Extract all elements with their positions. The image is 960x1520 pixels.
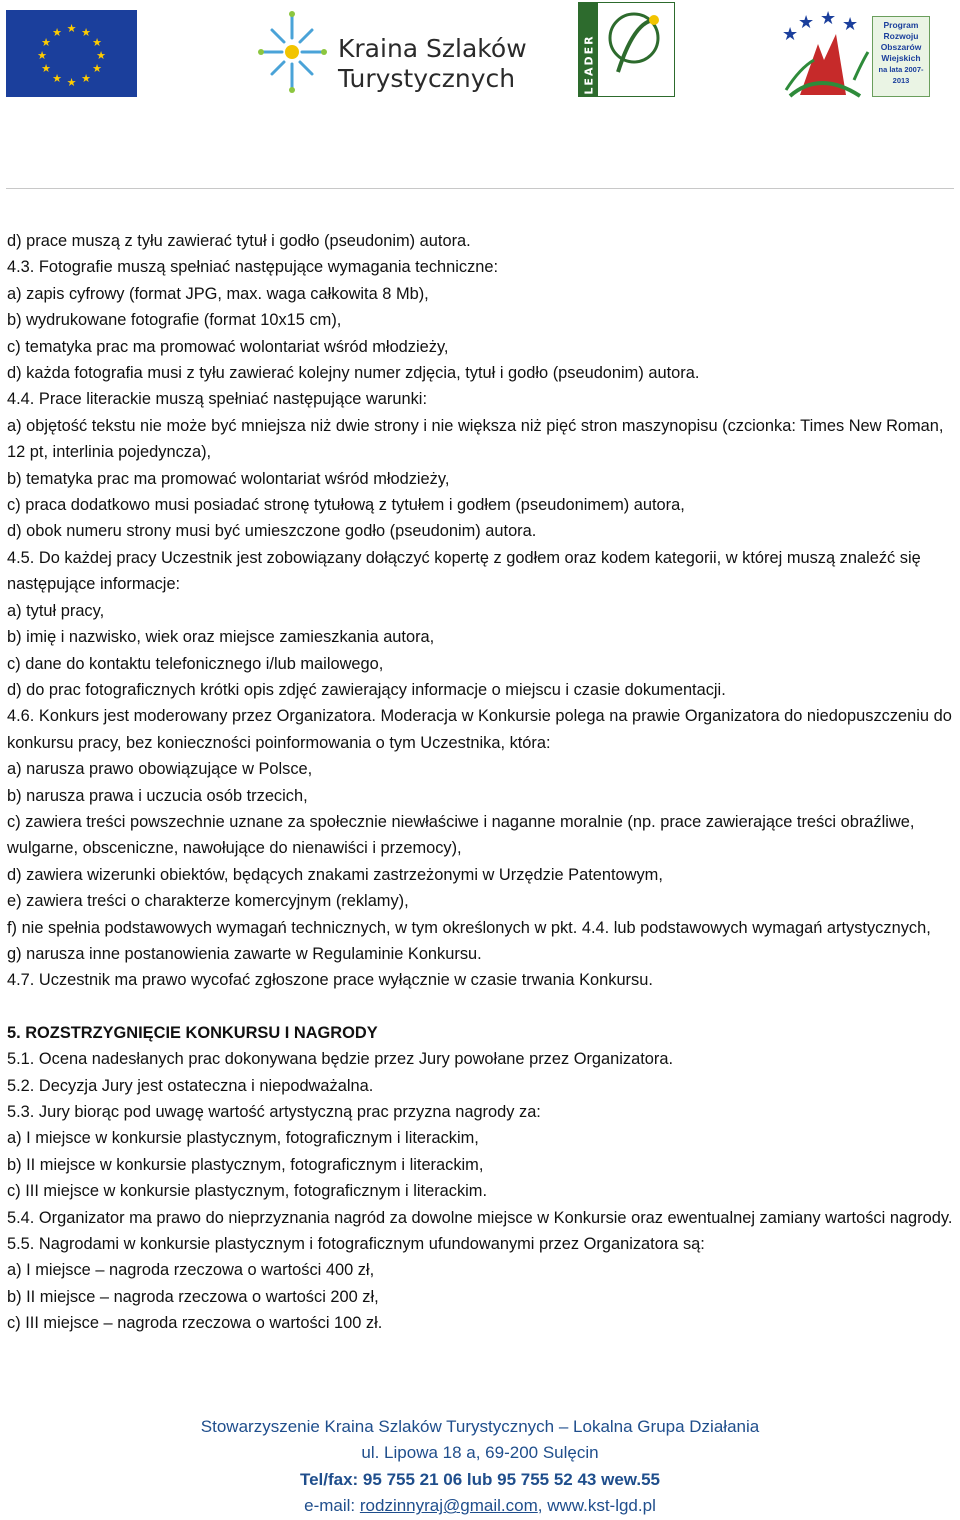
body-line: b) wydrukowane fotografie (format 10x15 cm), [7,311,342,330]
footer-contact [0,1493,960,1519]
body-line: b) imię i nazwisko, wiek oraz miejsce zamieszkania autora, [7,628,435,647]
footer-website[interactable]: www.kst-lgd.pl [547,1496,656,1516]
page-footer [0,1414,960,1520]
document-body [7,228,955,1337]
svg-text:★: ★ [41,62,51,75]
svg-text:★: ★ [52,26,62,39]
footer-phone: Tel/fax: 95 755 21 06 lub 95 755 52 43 wew.55 [299,1469,661,1489]
body-line: 5.3. Jury biorąc pod uwagę wartość artystyczną prac przyzna nagrody za: [7,1103,541,1121]
body-line: d) do prac fotograficznych krótki opis zdjęć zawierający informacje o miejscu i czasie dokumentacji. [7,680,726,699]
body-line: a) objętość tekstu nie może być mniejsza niż dwie strony i nie większa niż pięć stron maszynopisu (czcionka: Times New Roman, 12 pt, interlinia pojedyncza), [7,416,944,462]
body-line: d) obok numeru strony musi być umieszczone godło (pseudonim) autora. [7,522,537,541]
footer-email-link[interactable]: rodzinnyraj@gmail.com [359,1496,538,1516]
svg-text:★: ★ [66,22,77,35]
prow-logo-line2: Rozwoju [883,31,919,41]
body-line: c) zawiera treści powszechnie uznane za społecznie niewłaściwe i naganne moralnie (np. prace zawierające treści obraźliwe, wulgarne, obsceniczne, nawołujące do nienawiści i przemocy), [7,812,915,858]
svg-text:★: ★ [37,49,47,62]
prow-logo [780,10,930,100]
svg-text:★: ★ [41,36,51,49]
svg-text:★: ★ [798,12,815,33]
header-logos [0,0,960,110]
svg-text:★: ★ [96,49,106,62]
body-line: b) narusza prawa i uczucia osób trzecich, [7,786,308,805]
body-line: e) zawiera treści o charakterze komercyjnym (reklamy), [7,892,409,911]
prow-logo-line1: Program [883,20,919,30]
body-line: b) tematyka prac ma promować wolontariat wśród młodzieży, [7,469,450,488]
svg-text:★: ★ [820,10,837,29]
section-gap [7,994,955,1020]
svg-text:★: ★ [81,26,91,39]
body-line: 4.5. Do każdej pracy Uczestnik jest zobowiązany dołączyć kopertę z godłem oraz kodem kategorii, w której muszą znaleźć się następujące informacje: [7,548,921,594]
body-line: 4.3. Fotografie muszą spełniać następujące wymagania techniczne: [7,258,499,277]
eu-flag-logo [6,10,137,97]
body-line: g) narusza inne postanowienia zawarte w Regulaminie Konkursu. [7,944,482,963]
body-line: 4.4. Prace literackie muszą spełniać następujące warunki: [7,390,427,409]
body-line: c) III miejsce – nagroda rzeczowa o wartości 100 zł. [7,1314,383,1333]
svg-text:★: ★ [782,24,799,45]
prow-logo-line5: na lata 2007-2013 [878,65,924,85]
kraina-szlakow-logo [258,8,527,98]
body-line: d) prace muszą z tyłu zawierać tytuł i godło (pseudonim) autora. [7,232,471,250]
ksk-logo-line1: Kraina Szlaków [338,34,527,63]
body-line: d) każda fotografia musi z tyłu zawierać kolejny numer zdjęcia, tytuł i godło (pseudonim) autora. [7,364,700,383]
body-line: a) tytuł pracy, [7,601,105,620]
body-line: c) III miejsce w konkursie plastycznym, fotograficznym i literackim. [7,1182,488,1201]
body-line: a) I miejsce w konkursie plastycznym, fotograficznym i literackim, [7,1129,479,1148]
leader-logo-text: LEADER [582,34,596,95]
svg-text:★: ★ [66,76,77,89]
section-5-heading: 5. ROZSTRZYGNIĘCIE KONKURSU I NAGRODY [7,1023,378,1042]
body-line: b) II miejsce w konkursie plastycznym, fotograficznym i literackim, [7,1155,484,1174]
footer-separator: , [537,1496,548,1516]
leader-logo [578,2,675,97]
svg-text:★: ★ [52,72,62,85]
svg-text:★: ★ [92,36,102,49]
prow-logo-line4: Wiejskich [881,53,921,63]
body-line: 5.1. Ocena nadesłanych prac dokonywana będzie przez Jury powołane przez Organizatora. [7,1050,674,1069]
header-divider [6,188,954,189]
body-line: a) zapis cyfrowy (format JPG, max. waga całkowita 8 Mb), [7,284,429,303]
svg-text:★: ★ [92,62,102,75]
body-line: a) I miejsce – nagroda rzeczowa o wartości 400 zł, [7,1261,375,1280]
ksk-star-icon [258,8,330,96]
footer-email-label: e-mail: [304,1496,360,1516]
body-line: f) nie spełnia podstawowych wymagań technicznych, w tym określonych w pkt. 4.4. lub podstawowych wymagań artystycznych, [7,918,931,937]
body-line: 4.6. Konkurs jest moderowany przez Organizatora. Moderacja w Konkursie polega na prawie Organizatora do niedopuszczeniu do konkursu pracy, bez konieczności poinformowania o tym Uczestnika, która: [7,707,952,752]
body-line: a) narusza prawo obowiązujące w Polsce, [7,760,313,779]
svg-text:★: ★ [842,14,859,35]
body-line: c) dane do kontaktu telefonicznego i/lub mailowego, [7,654,384,673]
body-line: b) II miejsce – nagroda rzeczowa o wartości 200 zł, [7,1287,379,1306]
body-line: 5.2. Decyzja Jury jest ostateczna i niepodważalna. [7,1076,374,1095]
body-line: 5.5. Nagrodami w konkursie plastycznym i fotograficznym ufundowanymi przez Organizatora są: [7,1235,705,1254]
svg-text:★: ★ [81,72,91,85]
body-line: c) praca dodatkowo musi posiadać stronę tytułową z tytułem i godłem (pseudonimem) autora, [7,496,685,515]
footer-organization: Stowarzyszenie Kraina Szlaków Turystycznych – Lokalna Grupa Działania [200,1417,760,1436]
prow-emblem-icon [780,10,875,100]
body-line: d) zawiera wizerunki obiektów, będących znakami zastrzeżonymi w Urzędzie Patentowym, [7,865,663,884]
body-line: 5.4. Organizator ma prawo do nieprzyznania nagród za dowolne miejsce w Konkursie oraz ewentualnej zamiany wartości nagrody. [7,1208,953,1227]
body-line: c) tematyka prac ma promować wolontariat wśród młodzieży, [7,337,449,356]
prow-logo-line3: Obszarów [880,42,922,52]
body-line: 4.7. Uczestnik ma prawo wycofać zgłoszone prace wyłącznie w czasie trwania Konkursu. [7,971,653,990]
ksk-logo-line2: Turystycznych [338,64,516,93]
footer-address: ul. Lipowa 18 a, 69-200 Sulęcin [361,1443,599,1463]
